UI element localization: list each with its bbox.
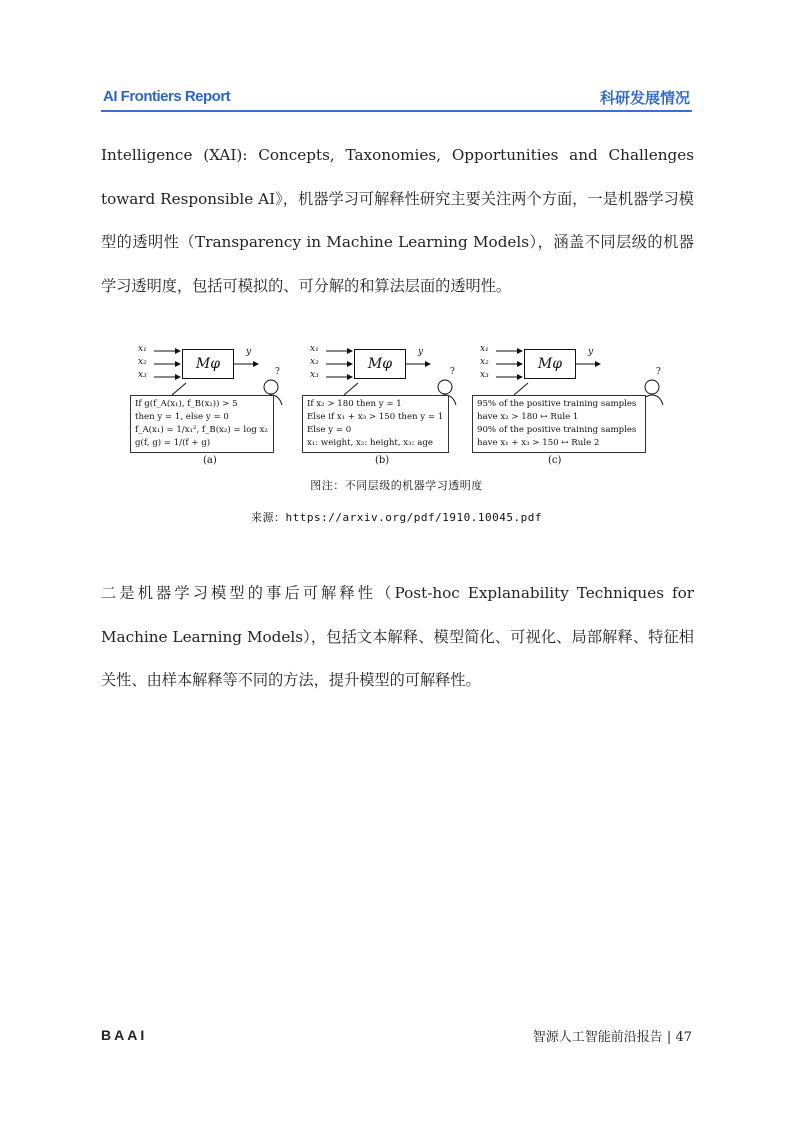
input-x2-label: x₂ bbox=[480, 357, 489, 367]
rule-line: 95% of the positive training samples bbox=[477, 399, 637, 409]
rule-line: If g(f_A(x₁), f_B(x₂)) > 5 bbox=[135, 399, 238, 409]
rule-line: x₁: weight, x₂: height, x₃: age bbox=[307, 438, 433, 448]
input-x3-label: x₃ bbox=[138, 370, 147, 380]
question-mark: ? bbox=[275, 367, 280, 377]
figure-panel-a bbox=[128, 343, 298, 473]
figure-caption: 图注：不同层级的机器学习透明度 bbox=[310, 479, 483, 492]
footer-report-name: 智源人工智能前沿报告 bbox=[532, 1030, 663, 1045]
footer-separator: | bbox=[666, 1030, 672, 1045]
rule-box-b bbox=[302, 395, 449, 453]
report-title: AI Frontiers Report bbox=[103, 88, 231, 105]
panel-label-a: (a) bbox=[203, 455, 217, 466]
figure-panel-b bbox=[300, 343, 470, 473]
rule-line: If x₂ > 180 then y = 1 bbox=[307, 399, 402, 409]
footer-page-info bbox=[533, 1026, 692, 1045]
baai-logo: BAAI bbox=[101, 1027, 148, 1043]
question-mark: ? bbox=[656, 367, 661, 377]
header-divider bbox=[101, 110, 692, 112]
panel-label-c: (c) bbox=[548, 455, 562, 466]
input-x2-label: x₂ bbox=[310, 357, 319, 367]
figure-source: 来源：https://arxiv.org/pdf/1910.10045.pdf bbox=[251, 511, 542, 524]
input-x1-label: x₁ bbox=[310, 344, 319, 354]
paragraph-post-hoc: 二是机器学习模型的事后可解释性（Post-hoc Explanability Techniques for Machine Learning Models），包括文本解释、模型简化、可视化、局部解释、特征相关性、由样本解释等不同的方法，提升模型的可解释性。 bbox=[101, 584, 694, 689]
rule-line: g(f, g) = 1/(f + g) bbox=[135, 438, 211, 448]
rule-line: f_A(x₁) = 1/x₁², f_B(x₂) = log x₂ bbox=[135, 425, 268, 435]
input-x3-label: x₃ bbox=[310, 370, 319, 380]
input-x3-label: x₃ bbox=[480, 370, 489, 380]
model-box: Mφ bbox=[524, 349, 576, 379]
output-y-label: y bbox=[246, 347, 252, 357]
transparency-figure bbox=[128, 343, 668, 473]
input-x2-label: x₂ bbox=[138, 357, 147, 367]
panel-label-b: (b) bbox=[375, 455, 390, 466]
output-y-label: y bbox=[418, 347, 424, 357]
model-box: Mφ bbox=[354, 349, 406, 379]
page-number: 47 bbox=[675, 1030, 692, 1045]
rule-box-c bbox=[472, 395, 646, 453]
figure-panel-c bbox=[470, 343, 670, 473]
rule-line: have x₂ > 180 ↦ Rule 1 bbox=[477, 412, 579, 422]
rule-line: have x₁ + x₃ > 150 ↦ Rule 2 bbox=[477, 438, 600, 448]
rule-line: 90% of the positive training samples bbox=[477, 425, 637, 435]
question-mark: ? bbox=[450, 367, 455, 377]
paragraph-transparency: Intelligence (XAI): Concepts, Taxonomies, Opportunities and Challenges toward Responsible AI》，机器学习可解释性研究主要关注两个方面，一是机器学习模型的透明性（Transparency in Machine Learning Models），涵盖不同层级的机器学习透明度，包括可模拟的、可分解的和算法层面的透明性。 bbox=[101, 146, 694, 295]
section-title: 科研发展情况 bbox=[599, 89, 690, 107]
rule-line: Else if x₁ + x₃ > 150 then y = 1 bbox=[307, 412, 444, 422]
rule-line: Else y = 0 bbox=[307, 425, 352, 435]
model-box: Mφ bbox=[182, 349, 234, 379]
page-header bbox=[101, 86, 692, 110]
output-y-label: y bbox=[588, 347, 594, 357]
rule-box-a bbox=[130, 395, 274, 453]
input-x1-label: x₁ bbox=[480, 344, 489, 354]
input-x1-label: x₁ bbox=[138, 344, 147, 354]
rule-line: then y = 1, else y = 0 bbox=[135, 412, 229, 422]
